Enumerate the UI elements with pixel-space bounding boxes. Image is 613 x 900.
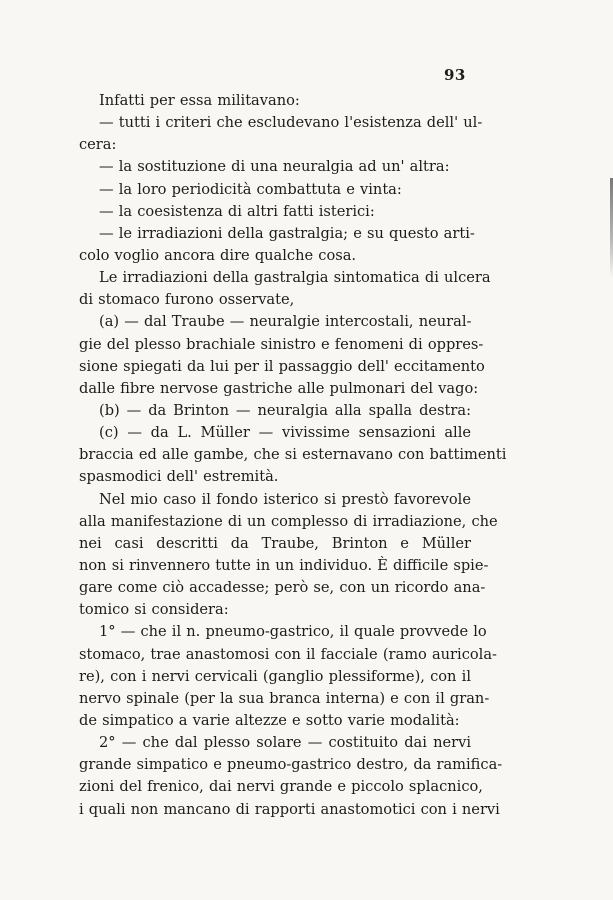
- text-line: alla manifestazione di un complesso di irradiazione, che: [79, 512, 498, 530]
- text-line: grande simpatico e pneumo-gastrico destro, da ramifica-: [79, 756, 503, 774]
- text-line: (c) — da L. Müller — vivissime sensazioni alle: [99, 424, 471, 442]
- text-line: i quali non mancano di rapporti anastomotici con i nervi: [79, 800, 500, 818]
- text-line: Nel mio caso il fondo isterico si prestò favorevole: [99, 490, 471, 508]
- text-line: — la sostituzione di una neuralgia ad un' altra:: [99, 158, 450, 176]
- text-line: cera:: [79, 136, 117, 154]
- text-line: dalle fibre nervose gastriche alle pulmonari del vago:: [79, 379, 479, 397]
- text-line: braccia ed alle gambe, che si esternavano con battimenti: [79, 446, 507, 464]
- text-line: 1° — che il n. pneumo-gastrico, il quale provvede lo: [99, 623, 487, 641]
- text-line: — la loro periodicità combattuta e vinta:: [99, 180, 402, 198]
- text-line: — la coesistenza di altri fatti isterici:: [99, 202, 375, 220]
- text-line: gie del plesso brachiale sinistro e fenomeni di oppres-: [79, 335, 484, 353]
- text-line: (b) — da Brinton — neuralgia alla spalla destra:: [99, 401, 471, 419]
- text-line: spasmodici dell' estremità.: [79, 468, 279, 486]
- text-line: nei casi descritti da Traube, Brinton e Müller: [79, 534, 471, 552]
- text-line: Infatti per essa militavano:: [99, 92, 300, 109]
- text-line: tomico si considera:: [79, 601, 229, 619]
- text-line: Le irradiazioni della gastralgia sintomatica di ulcera: [99, 269, 491, 287]
- text-line: zioni del frenico, dai nervi grande e piccolo splacnico,: [79, 778, 483, 796]
- text-line: sione spiegati da lui per il passaggio dell' eccitamento: [79, 357, 485, 375]
- body-text: [79, 90, 507, 821]
- text-line: di stomaco furono osservate,: [79, 291, 295, 309]
- text-line: stomaco, trae anastomosi con il facciale (ramo auricola-: [79, 645, 497, 663]
- text-line: gare come ciò accadesse; però se, con un ricordo ana-: [79, 579, 486, 597]
- text-line: — le irradiazioni della gastralgia; e su questo arti-: [99, 224, 475, 242]
- text-line: de simpatico a varie altezze e sotto varie modalità:: [79, 711, 460, 729]
- text-line: 2° — che dal plesso solare — costituito dai nervi: [99, 734, 471, 752]
- page-number: 93: [444, 66, 466, 84]
- text-line: — tutti i criteri che escludevano l'esistenza dell' ul-: [99, 114, 483, 132]
- text-line: nervo spinale (per la sua branca interna) e con il gran-: [79, 689, 490, 707]
- text-line: colo voglio ancora dire qualche cosa.: [79, 246, 357, 264]
- text-line: re), con i nervi cervicali (ganglio plessiforme), con il: [79, 667, 471, 685]
- text-line: non si rinvennero tutte in un individuo. È difficile spie-: [79, 556, 489, 574]
- text-line: (a) — dal Traube — neuralgie intercostali, neural-: [99, 313, 472, 331]
